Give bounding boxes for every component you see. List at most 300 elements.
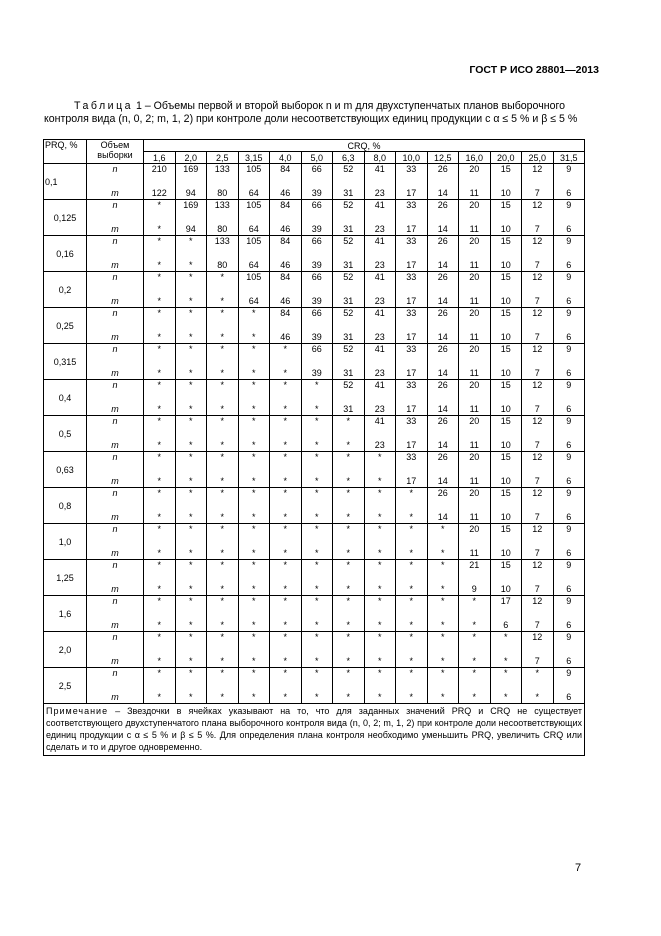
m-value: * — [503, 656, 508, 666]
table-cell — [364, 632, 396, 668]
table-cell — [270, 632, 302, 668]
sample-labels — [87, 416, 144, 452]
table-cell — [270, 164, 302, 200]
n-value: 12 — [532, 200, 543, 210]
table-cell — [490, 272, 522, 308]
m-value: 31 — [343, 332, 354, 342]
table-cell — [144, 524, 176, 560]
table-cell — [175, 200, 207, 236]
m-label: m — [111, 368, 119, 378]
n-value: * — [251, 416, 256, 426]
table-cell — [490, 416, 522, 452]
sample-labels — [87, 308, 144, 344]
table-cell — [207, 380, 239, 416]
table-row — [44, 344, 585, 380]
table-cell — [207, 164, 239, 200]
n-value: 20 — [469, 416, 480, 426]
table-cell — [459, 308, 491, 344]
m-value: 10 — [500, 332, 511, 342]
table-cell — [427, 272, 459, 308]
n-value: * — [157, 632, 161, 642]
m-value: * — [283, 548, 287, 558]
sample-labels — [87, 668, 144, 704]
n-value: * — [188, 416, 193, 426]
table-cell — [459, 416, 491, 452]
table-cell — [333, 596, 365, 632]
n-value: 105 — [246, 272, 262, 282]
page-number: 7 — [575, 862, 582, 874]
table-cell — [396, 344, 428, 380]
m-value: * — [409, 548, 413, 558]
table-cell — [144, 308, 176, 344]
m-value: 64 — [248, 296, 259, 306]
m-value: * — [220, 296, 224, 306]
table-cell — [144, 344, 176, 380]
n-value: 12 — [532, 344, 543, 354]
table-cell — [553, 272, 585, 308]
crq-value-header: 25,0 — [522, 152, 554, 164]
table-cell — [522, 200, 554, 236]
table-cell — [207, 344, 239, 380]
m-value: * — [283, 440, 287, 450]
sample-labels — [87, 344, 144, 380]
m-value: 9 — [471, 584, 477, 594]
n-value: 15 — [500, 380, 511, 390]
n-value: 9 — [566, 560, 572, 570]
m-value: * — [157, 584, 161, 594]
n-value: 9 — [566, 236, 572, 246]
crq-value-header: 8,0 — [364, 152, 396, 164]
n-value: 210 — [151, 164, 167, 174]
m-label: m — [111, 224, 119, 234]
n-value: * — [157, 308, 161, 318]
m-value: 17 — [406, 404, 417, 414]
table-cell — [333, 164, 365, 200]
n-label: n — [112, 452, 118, 462]
table-cell — [459, 164, 491, 200]
table-cell — [238, 164, 270, 200]
m-value: 31 — [343, 224, 354, 234]
sample-size-table — [43, 139, 585, 756]
n-value: * — [188, 668, 193, 678]
n-value: 105 — [246, 200, 262, 210]
n-value: * — [157, 560, 161, 570]
sample-labels — [87, 632, 144, 668]
m-value: 10 — [500, 440, 511, 450]
n-value: * — [157, 416, 161, 426]
n-label: n — [112, 380, 118, 390]
crq-value-header: 10,0 — [396, 152, 428, 164]
prq-value: 0,5 — [44, 416, 87, 452]
table-cell — [364, 344, 396, 380]
n-value: 12 — [532, 488, 543, 498]
m-value: 11 — [469, 332, 479, 342]
table-cell — [270, 560, 302, 596]
m-value: 6 — [566, 332, 572, 342]
n-value: 41 — [374, 164, 385, 174]
table-cell — [364, 488, 396, 524]
n-value: 52 — [343, 308, 354, 318]
m-value: 23 — [374, 440, 385, 450]
n-value: 20 — [469, 344, 480, 354]
m-value: 46 — [280, 260, 291, 270]
m-value: * — [440, 692, 445, 702]
m-value: 31 — [343, 404, 354, 414]
n-value: 26 — [437, 344, 448, 354]
table-row — [44, 524, 585, 560]
table-cell — [490, 236, 522, 272]
n-value: * — [220, 488, 224, 498]
m-value: * — [157, 692, 161, 702]
n-value: 9 — [566, 596, 572, 606]
n-value: * — [188, 236, 193, 246]
m-value: * — [188, 512, 193, 522]
m-value: 17 — [406, 368, 417, 378]
n-value: 169 — [183, 164, 199, 174]
m-value: 6 — [566, 296, 572, 306]
m-value: 23 — [374, 332, 385, 342]
m-value: 31 — [343, 296, 354, 306]
m-value: * — [157, 368, 161, 378]
m-value: 10 — [500, 188, 511, 198]
n-value: * — [251, 380, 256, 390]
sample-labels — [87, 380, 144, 416]
table-cell — [522, 488, 554, 524]
sample-volume-header: Объем выборки — [87, 140, 144, 164]
m-value: 17 — [406, 296, 417, 306]
table-cell — [238, 200, 270, 236]
m-value: * — [503, 692, 508, 702]
table-cell — [301, 596, 333, 632]
prq-value: 2,5 — [44, 668, 87, 704]
n-value: * — [409, 524, 413, 534]
m-value: 7 — [534, 404, 540, 414]
m-value: 23 — [374, 404, 385, 414]
m-value: 10 — [500, 296, 511, 306]
m-value: 11 — [469, 188, 479, 198]
n-value: * — [157, 596, 161, 606]
m-value: * — [220, 656, 224, 666]
table-cell — [427, 452, 459, 488]
m-value: * — [188, 296, 193, 306]
table-cell — [207, 524, 239, 560]
prq-value: 0,1 — [44, 164, 87, 200]
m-value: * — [283, 584, 287, 594]
n-value: * — [283, 596, 287, 606]
n-value: 12 — [532, 272, 543, 282]
table-cell — [522, 452, 554, 488]
n-value: 12 — [532, 524, 543, 534]
table-cell — [553, 344, 585, 380]
m-value: * — [440, 548, 445, 558]
crq-value-header: 12,5 — [427, 152, 459, 164]
m-value: 46 — [280, 296, 291, 306]
n-value: * — [314, 524, 319, 534]
m-value: 6 — [566, 584, 572, 594]
m-value: 31 — [343, 260, 354, 270]
table-cell — [364, 524, 396, 560]
m-value: * — [220, 584, 224, 594]
sample-labels — [87, 272, 144, 308]
n-label: n — [112, 596, 118, 606]
m-value: 14 — [437, 224, 448, 234]
m-value: 6 — [566, 620, 572, 630]
table-cell — [333, 344, 365, 380]
m-value: * — [377, 548, 382, 558]
n-value: 105 — [246, 236, 262, 246]
table-cell — [396, 272, 428, 308]
m-label: m — [111, 476, 119, 486]
n-value: * — [346, 416, 350, 426]
m-value: 6 — [503, 620, 509, 630]
table-row — [44, 164, 585, 200]
table-cell — [553, 524, 585, 560]
sample-labels — [87, 164, 144, 200]
n-label: n — [112, 524, 118, 534]
table-caption-label: Таблица — [74, 100, 134, 112]
m-value: * — [157, 296, 161, 306]
table-cell — [364, 164, 396, 200]
n-value: * — [220, 344, 224, 354]
table-cell — [270, 344, 302, 380]
m-label: m — [111, 260, 119, 270]
crq-value-header: 16,0 — [459, 152, 491, 164]
m-value: * — [283, 692, 287, 702]
note-label: Примечание — [46, 706, 109, 716]
m-value: * — [188, 548, 193, 558]
table-row — [44, 632, 585, 668]
m-value: * — [157, 332, 161, 342]
table-cell — [490, 344, 522, 380]
m-value: * — [188, 332, 193, 342]
table-note — [44, 704, 585, 756]
table-row — [44, 668, 585, 704]
n-value: 15 — [500, 560, 511, 570]
m-value: 7 — [534, 656, 540, 666]
n-value: * — [377, 560, 382, 570]
table-cell — [175, 596, 207, 632]
n-label: n — [112, 560, 118, 570]
table-cell — [522, 524, 554, 560]
m-value: * — [220, 692, 224, 702]
m-value: 94 — [185, 224, 196, 234]
m-value: * — [314, 476, 319, 486]
table-cell — [144, 452, 176, 488]
n-value: 33 — [406, 380, 417, 390]
m-value: 10 — [500, 548, 511, 558]
n-value: 9 — [566, 632, 572, 642]
m-label: m — [111, 692, 119, 702]
m-value: * — [157, 656, 161, 666]
table-cell — [238, 560, 270, 596]
m-value: * — [377, 512, 382, 522]
table-cell — [522, 344, 554, 380]
table-cell — [175, 416, 207, 452]
table-cell — [333, 524, 365, 560]
table-cell — [459, 596, 491, 632]
n-value: * — [314, 380, 319, 390]
n-value: 33 — [406, 272, 417, 282]
m-value: * — [314, 584, 319, 594]
table-cell — [301, 524, 333, 560]
m-value: * — [220, 404, 224, 414]
table-cell — [207, 200, 239, 236]
m-value: 17 — [406, 260, 417, 270]
n-value: * — [188, 596, 193, 606]
n-value: 84 — [280, 272, 291, 282]
m-value: 7 — [534, 620, 540, 630]
m-value: * — [220, 548, 224, 558]
n-value: 33 — [406, 308, 417, 318]
table-cell — [144, 272, 176, 308]
n-value: * — [503, 632, 508, 642]
n-value: * — [314, 452, 319, 462]
n-value: * — [440, 596, 445, 606]
m-value: 10 — [500, 368, 511, 378]
n-value: * — [157, 452, 161, 462]
m-value: * — [157, 404, 161, 414]
m-value: 14 — [437, 296, 448, 306]
m-value: 17 — [406, 476, 417, 486]
m-value: * — [188, 656, 193, 666]
n-value: 41 — [374, 416, 385, 426]
m-value: 10 — [500, 584, 511, 594]
m-value: 11 — [469, 260, 479, 270]
table-row — [44, 416, 585, 452]
n-value: 15 — [500, 452, 511, 462]
m-value: 7 — [534, 332, 540, 342]
table-cell — [270, 596, 302, 632]
m-label: m — [111, 296, 119, 306]
n-value: * — [440, 632, 445, 642]
table-cell — [427, 560, 459, 596]
m-value: 23 — [374, 260, 385, 270]
n-value: * — [251, 452, 256, 462]
n-value: 41 — [374, 236, 385, 246]
sample-labels — [87, 488, 144, 524]
m-value: 17 — [406, 440, 417, 450]
n-value: 133 — [214, 164, 230, 174]
table-cell — [144, 488, 176, 524]
n-value: 15 — [500, 164, 511, 174]
n-value: * — [377, 488, 382, 498]
n-value: * — [377, 668, 382, 678]
m-value: * — [220, 476, 224, 486]
n-value: * — [346, 596, 350, 606]
crq-value-header: 2,0 — [175, 152, 207, 164]
n-value: 12 — [532, 380, 543, 390]
m-value: * — [283, 476, 287, 486]
m-value: * — [440, 584, 445, 594]
n-value: * — [188, 632, 193, 642]
n-label: n — [112, 200, 118, 210]
m-value: * — [251, 620, 256, 630]
table-cell — [364, 380, 396, 416]
table-cell — [522, 380, 554, 416]
n-value: * — [440, 524, 445, 534]
m-value: 14 — [437, 332, 448, 342]
m-value: * — [472, 692, 476, 702]
document-id: ГОСТ Р ИСО 28801—2013 — [469, 64, 599, 76]
table-cell — [427, 164, 459, 200]
n-label: n — [112, 488, 118, 498]
table-cell — [459, 632, 491, 668]
table-cell — [238, 416, 270, 452]
n-value: 15 — [500, 344, 511, 354]
n-value: * — [409, 668, 413, 678]
m-value: 10 — [500, 476, 511, 486]
m-value: 14 — [437, 440, 448, 450]
table-cell — [364, 272, 396, 308]
n-value: 84 — [280, 200, 291, 210]
m-value: * — [409, 620, 413, 630]
table-cell — [427, 380, 459, 416]
m-value: * — [377, 656, 382, 666]
table-cell — [427, 524, 459, 560]
table-row — [44, 380, 585, 416]
table-cell — [396, 488, 428, 524]
table-cell — [553, 236, 585, 272]
table-cell — [396, 416, 428, 452]
prq-value: 1,6 — [44, 596, 87, 632]
table-cell — [270, 668, 302, 704]
table-cell — [427, 344, 459, 380]
m-value: 39 — [311, 332, 322, 342]
table-cell — [490, 200, 522, 236]
m-value: 6 — [566, 440, 572, 450]
n-value: 9 — [566, 380, 572, 390]
n-value: 20 — [469, 524, 480, 534]
n-value: 20 — [469, 308, 480, 318]
m-value: 46 — [280, 332, 291, 342]
table-row — [44, 308, 585, 344]
table-cell — [333, 308, 365, 344]
n-value: 66 — [311, 272, 322, 282]
n-value: 9 — [566, 344, 572, 354]
table-cell — [459, 488, 491, 524]
m-value: * — [409, 656, 413, 666]
m-value: * — [251, 692, 256, 702]
prq-value: 0,63 — [44, 452, 87, 488]
table-row — [44, 488, 585, 524]
table-cell — [144, 200, 176, 236]
prq-value: 0,315 — [44, 344, 87, 380]
n-value: 15 — [500, 524, 511, 534]
m-label: m — [111, 404, 119, 414]
n-value: 26 — [437, 308, 448, 318]
m-value: * — [220, 368, 224, 378]
m-value: * — [346, 584, 350, 594]
m-value: 31 — [343, 368, 354, 378]
table-cell — [301, 200, 333, 236]
table-caption-text: 1 – Объемы первой и второй выборок n и m для двухступенчатых планов выборочного контроля вида (n, 0, 2; m, 1, 2) при контроле доли несоответствующих единиц продукции с α ≤ 5 % и β ≤ 5 % — [44, 100, 578, 125]
m-value: * — [314, 656, 319, 666]
table-cell — [490, 524, 522, 560]
table-cell — [553, 452, 585, 488]
table-cell — [522, 596, 554, 632]
table-cell — [301, 344, 333, 380]
table-cell — [238, 308, 270, 344]
table-cell — [396, 524, 428, 560]
table-cell — [238, 632, 270, 668]
n-value: 15 — [500, 488, 511, 498]
m-value: * — [220, 440, 224, 450]
m-value: 39 — [311, 260, 322, 270]
m-value: 14 — [437, 404, 448, 414]
n-value: * — [472, 632, 476, 642]
table-cell — [333, 668, 365, 704]
table-cell — [364, 596, 396, 632]
